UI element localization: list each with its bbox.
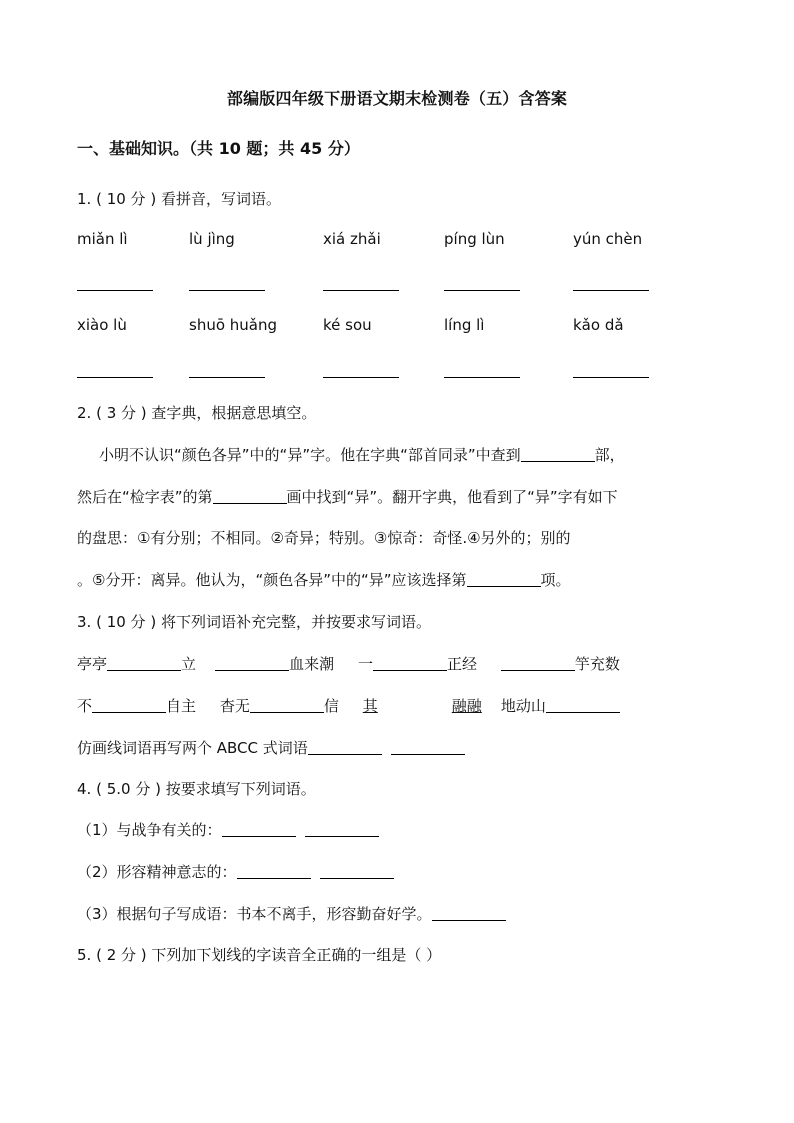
q5-stem: 5. ( 2 分 ) 下列加下划线的字读音全正确的一组是（ ）	[77, 946, 442, 964]
q4-subitem: （2）形容精神意志的：	[77, 861, 394, 882]
q2-paragraph-line: 然后在“检字表”的第 画中找到“异”。翻开字典，他看到了“异”字有如下	[77, 488, 618, 506]
pinyin-item: lù jìng	[189, 230, 235, 248]
answer-blank[interactable]	[444, 377, 520, 378]
answer-blank[interactable]	[77, 377, 153, 378]
q4-subitem: （3）根据句子写成语：书本不离手，形容勤奋好学。	[77, 903, 506, 924]
pinyin-item: xiào lù	[77, 316, 127, 334]
answer-blank[interactable]	[237, 863, 311, 879]
pinyin-item: shuō huǎng	[189, 316, 278, 334]
q4-subitem: （1）与战争有关的：	[77, 819, 379, 840]
answer-blank[interactable]	[573, 290, 649, 291]
section-heading: 一、基础知识。（共 10 题；共 45 分）	[77, 139, 360, 158]
answer-blank[interactable]	[467, 571, 541, 587]
answer-blank[interactable]	[250, 697, 324, 713]
answer-blank[interactable]	[573, 377, 649, 378]
page-title: 部编版四年级下册语文期末检测卷（五）含答案	[226, 89, 568, 108]
pinyin-item: xiá zhǎi	[323, 230, 381, 248]
pinyin-item: píng lùn	[444, 230, 505, 248]
answer-blank[interactable]	[521, 446, 595, 462]
underlined-word: 其 融融	[362, 697, 482, 715]
answer-blank[interactable]	[308, 739, 382, 755]
q3-row: 亭亭 立 血来潮 一 正经 竽充数	[77, 655, 620, 673]
answer-blank[interactable]	[92, 697, 166, 713]
answer-blank[interactable]	[432, 905, 506, 921]
answer-blank[interactable]	[320, 863, 394, 879]
answer-blank[interactable]	[444, 290, 520, 291]
q4-stem: 4. ( 5.0 分 ) 按要求填写下列词语。	[77, 780, 316, 798]
answer-blank[interactable]	[323, 290, 399, 291]
pinyin-item: kǎo dǎ	[573, 316, 624, 334]
answer-blank[interactable]	[189, 290, 265, 291]
answer-blank[interactable]	[323, 377, 399, 378]
answer-blank[interactable]	[305, 821, 379, 837]
pinyin-item: miǎn lì	[77, 230, 128, 248]
q2-paragraph-line: 。⑤分开：离异。他认为，“颜色各异”中的“异”应该选择第 项。	[77, 571, 571, 589]
pinyin-item: yún chèn	[573, 230, 643, 248]
answer-blank[interactable]	[373, 655, 447, 671]
answer-blank[interactable]	[222, 821, 296, 837]
q2-stem: 2. ( 3 分 ) 查字典，根据意思填空。	[77, 404, 317, 422]
q1-stem: 1. ( 10 分 ) 看拼音，写词语。	[77, 190, 281, 208]
q3-stem: 3. ( 10 分 ) 将下列词语补充完整，并按要求写词语。	[77, 613, 431, 631]
answer-blank[interactable]	[391, 739, 465, 755]
answer-blank[interactable]	[107, 655, 181, 671]
answer-blank[interactable]	[501, 655, 575, 671]
answer-blank[interactable]	[546, 697, 620, 713]
answer-blank[interactable]	[215, 655, 289, 671]
q2-paragraph-line: 小明不认识“颜色各异”中的“异”字。他在字典“部首同录”中查到 部，	[99, 446, 625, 464]
answer-blank[interactable]	[189, 377, 265, 378]
answer-blank[interactable]	[213, 488, 287, 504]
q3-row: 不 自主 杳无 信 其 融融 地动山	[77, 695, 620, 716]
pinyin-item: líng lì	[444, 316, 485, 334]
q3-row: 仿画线词语再写两个 ABCC 式词语	[77, 737, 465, 758]
pinyin-item: ké sou	[323, 316, 372, 334]
q2-paragraph-line: 的盘思：①有分别；不相同。②奇异；特别。③惊奇：奇怪.④另外的；别的	[77, 529, 571, 547]
answer-blank[interactable]	[77, 290, 153, 291]
